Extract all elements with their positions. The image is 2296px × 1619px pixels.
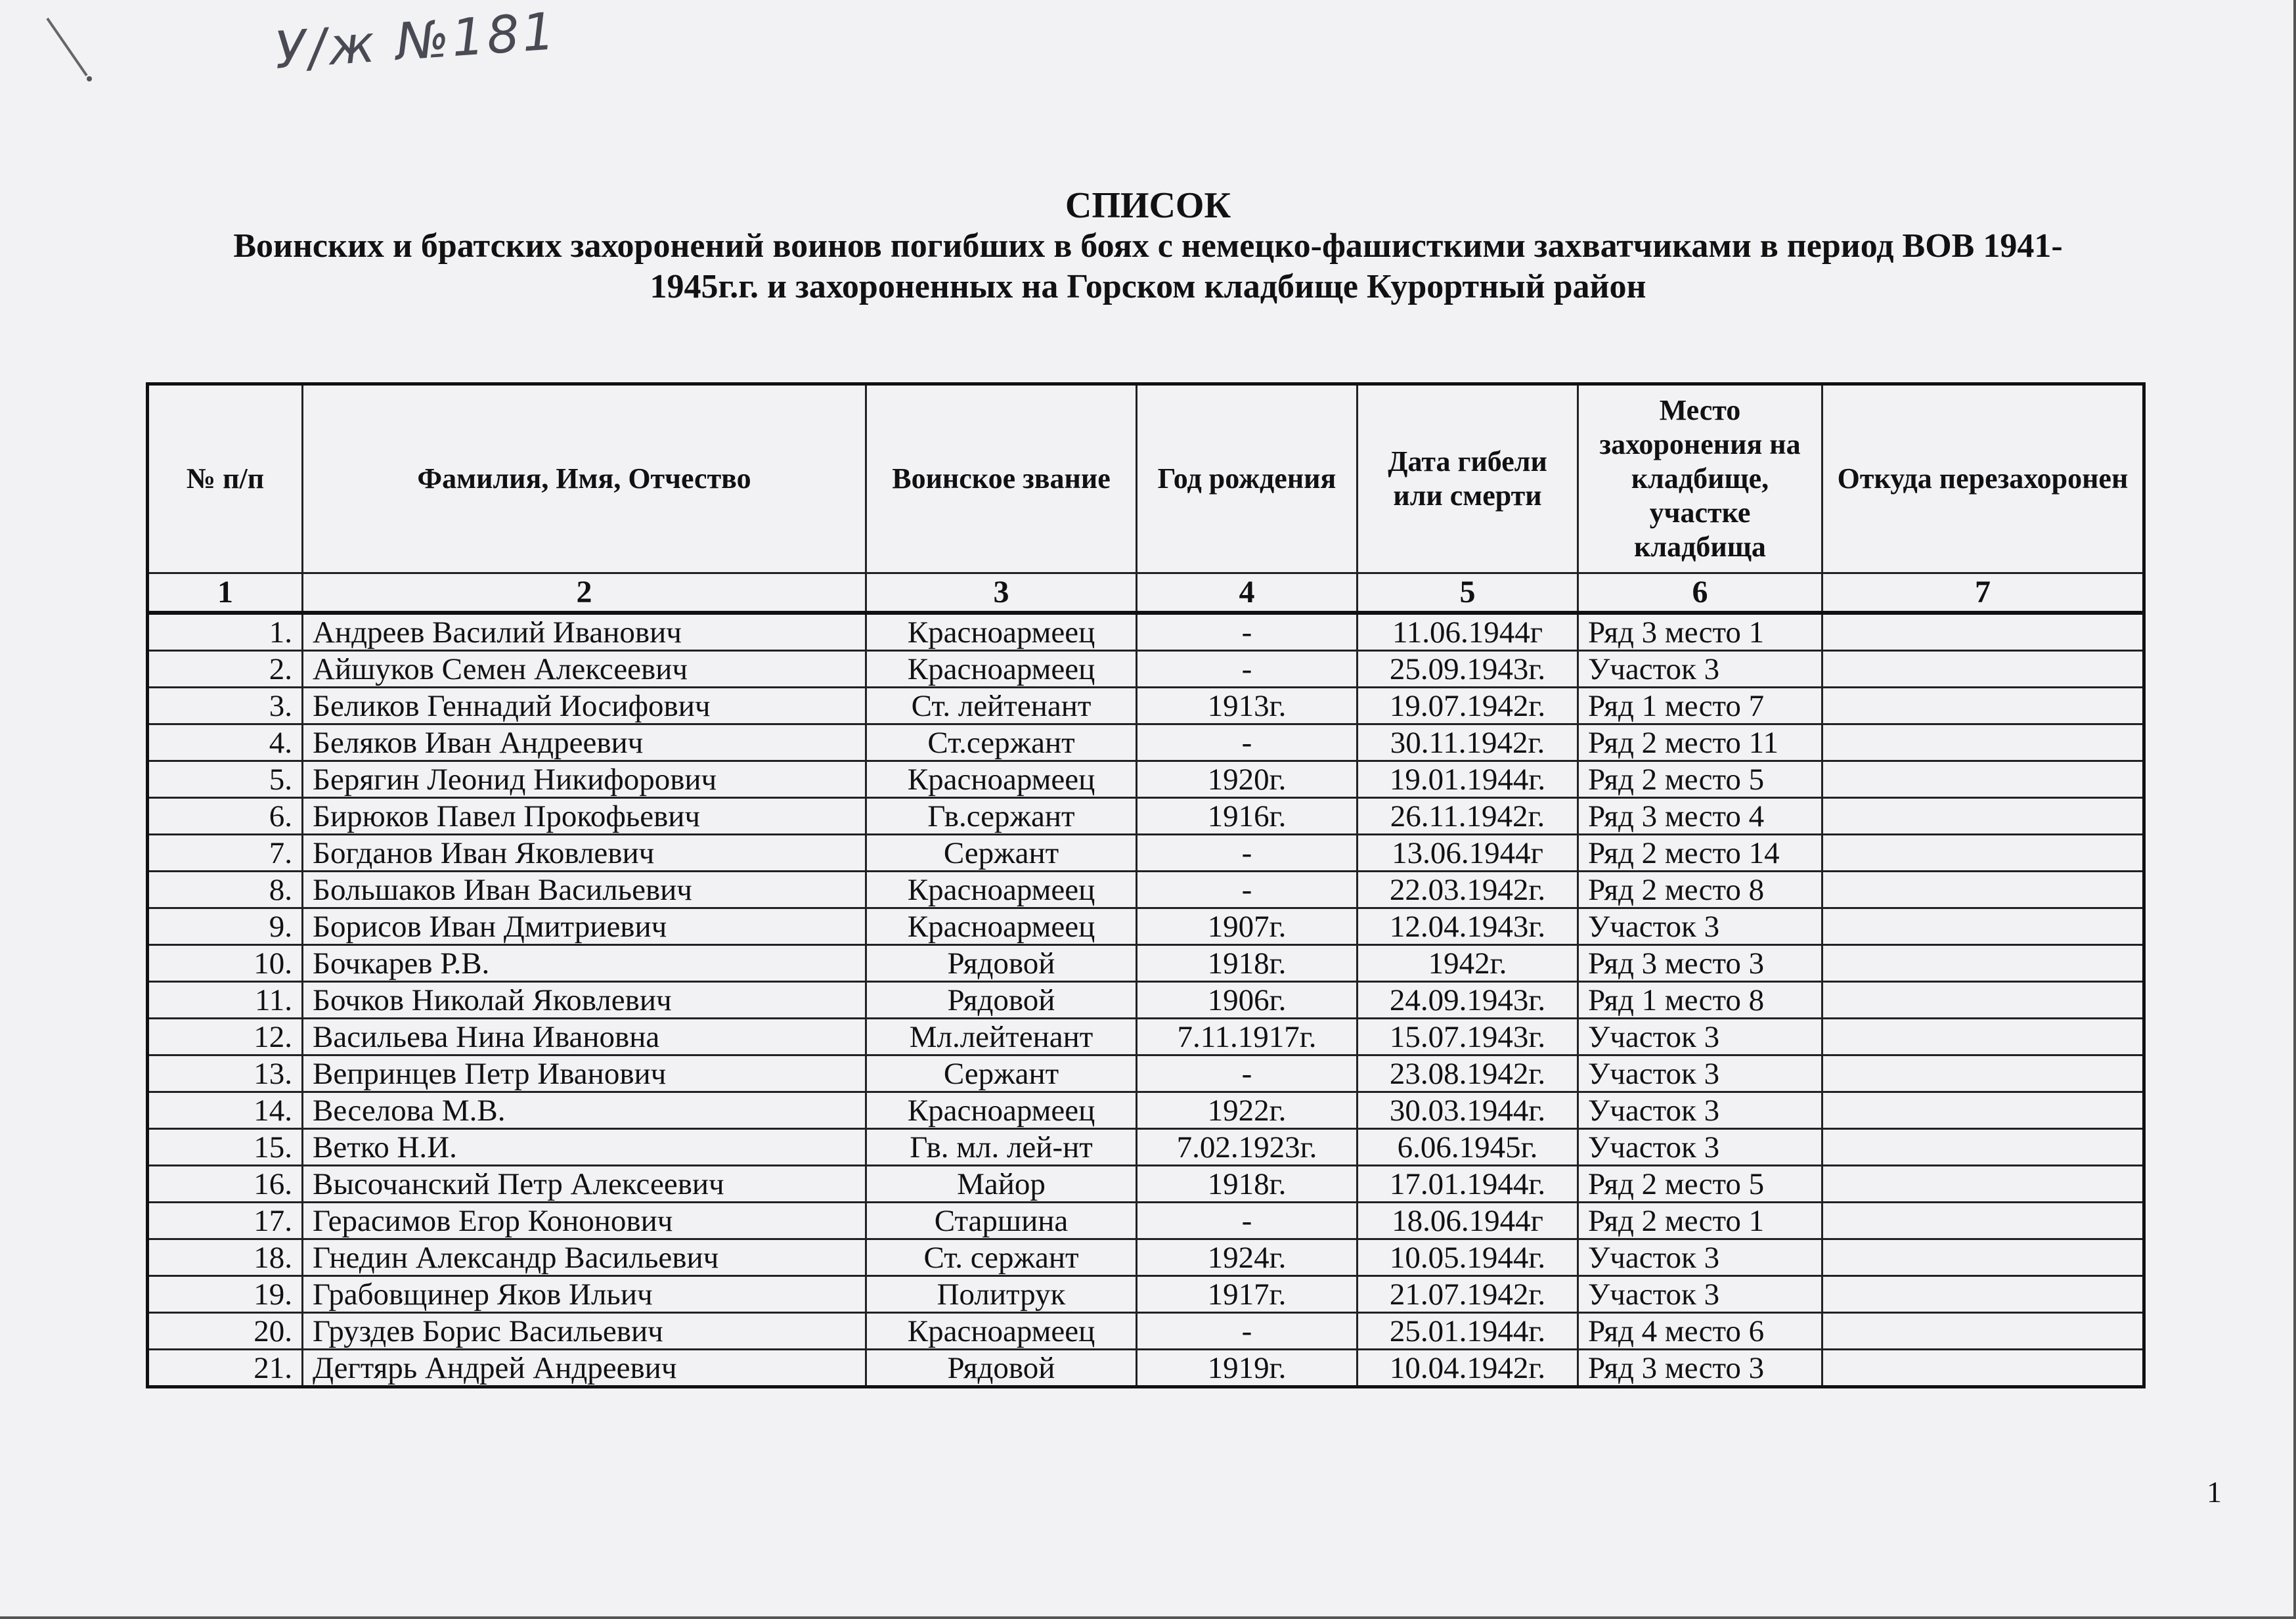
birth-year-cell: -: [1137, 651, 1358, 688]
death-date-cell: 11.06.1944г: [1358, 613, 1578, 651]
death-date-cell: 30.03.1944г.: [1358, 1092, 1578, 1129]
burial-place-cell: Ряд 1 место 7: [1578, 688, 1822, 724]
person-name-cell: Андреев Василий Иванович: [303, 613, 866, 651]
burial-place-cell: Участок 3: [1578, 1239, 1822, 1276]
row-number-cell: 17.: [148, 1203, 303, 1239]
table-row: [148, 1129, 2144, 1166]
burial-place-cell: Участок 3: [1578, 1019, 1822, 1055]
burial-place-cell: Участок 3: [1578, 1129, 1822, 1166]
burial-place-cell: Ряд 1 место 8: [1578, 982, 1822, 1019]
military-rank-cell: Гв. мл. лей-нт: [866, 1129, 1137, 1166]
row-number-cell: 15.: [148, 1129, 303, 1166]
birth-year-cell: -: [1137, 1203, 1358, 1239]
row-number-cell: 2.: [148, 651, 303, 688]
reburied-from-cell: [1822, 1313, 2144, 1350]
row-number-cell: 21.: [148, 1350, 303, 1387]
table-row: [148, 945, 2144, 982]
birth-year-cell: 1924г.: [1137, 1239, 1358, 1276]
table-row: [148, 1313, 2144, 1350]
person-name-cell: Бочкарев Р.В.: [303, 945, 866, 982]
death-date-cell: 24.09.1943г.: [1358, 982, 1578, 1019]
birth-year-cell: -: [1137, 872, 1358, 908]
row-number-cell: 14.: [148, 1092, 303, 1129]
military-rank-cell: Старшина: [866, 1203, 1137, 1239]
row-number-cell: 9.: [148, 908, 303, 945]
burial-place-cell: Ряд 3 место 3: [1578, 945, 1822, 982]
table-row: [148, 1092, 2144, 1129]
table-row: [148, 908, 2144, 945]
military-rank-cell: Ст. лейтенант: [866, 688, 1137, 724]
burial-place-cell: Ряд 2 место 1: [1578, 1203, 1822, 1239]
column-number: 1: [148, 573, 303, 613]
reburied-from-cell: [1822, 945, 2144, 982]
reburied-from-cell: [1822, 1092, 2144, 1129]
header-birth-year: Год рождения: [1137, 384, 1358, 573]
title-line-3: 1945г.г. и захороненных на Горском кладбище Курортный район: [650, 268, 1646, 305]
row-number-cell: 4.: [148, 724, 303, 761]
table-row: [148, 1203, 2144, 1239]
table-row: [148, 1166, 2144, 1203]
table-row: [148, 1350, 2144, 1387]
death-date-cell: 10.05.1944г.: [1358, 1239, 1578, 1276]
row-number-cell: 6.: [148, 798, 303, 835]
header-death-date: Дата гибели или смерти: [1358, 384, 1578, 573]
birth-year-cell: 1916г.: [1137, 798, 1358, 835]
header-burial-place: Место захоронения на кладбище, участке кладбища: [1578, 384, 1822, 573]
military-rank-cell: Красноармеец: [866, 613, 1137, 651]
death-date-cell: 22.03.1942г.: [1358, 872, 1578, 908]
row-number-cell: 16.: [148, 1166, 303, 1203]
burial-place-cell: Участок 3: [1578, 1055, 1822, 1092]
person-name-cell: Борисов Иван Дмитриевич: [303, 908, 866, 945]
death-date-cell: 6.06.1945г.: [1358, 1129, 1578, 1166]
table-row: [148, 613, 2144, 651]
death-date-cell: 30.11.1942г.: [1358, 724, 1578, 761]
death-date-cell: 21.07.1942г.: [1358, 1276, 1578, 1313]
row-number-cell: 8.: [148, 872, 303, 908]
person-name-cell: Богданов Иван Яковлевич: [303, 835, 866, 872]
birth-year-cell: 7.11.1917г.: [1137, 1019, 1358, 1055]
reburied-from-cell: [1822, 908, 2144, 945]
burial-place-cell: Ряд 3 место 1: [1578, 613, 1822, 651]
reburied-from-cell: [1822, 1129, 2144, 1166]
reburied-from-cell: [1822, 872, 2144, 908]
table-row: [148, 1019, 2144, 1055]
document-title: [0, 185, 2296, 307]
death-date-cell: 18.06.1944г: [1358, 1203, 1578, 1239]
person-name-cell: Вепринцев Петр Иванович: [303, 1055, 866, 1092]
table-row: [148, 724, 2144, 761]
military-rank-cell: Ст.сержант: [866, 724, 1137, 761]
burials-table: [146, 382, 2146, 1388]
person-name-cell: Бирюков Павел Прокофьевич: [303, 798, 866, 835]
birth-year-cell: 7.02.1923г.: [1137, 1129, 1358, 1166]
reburied-from-cell: [1822, 1166, 2144, 1203]
person-name-cell: Высочанский Петр Алексеевич: [303, 1166, 866, 1203]
table-row: [148, 835, 2144, 872]
burial-place-cell: Ряд 4 место 6: [1578, 1313, 1822, 1350]
person-name-cell: Большаков Иван Васильевич: [303, 872, 866, 908]
table-row: [148, 1055, 2144, 1092]
person-name-cell: Ветко Н.И.: [303, 1129, 866, 1166]
burial-place-cell: Ряд 2 место 5: [1578, 761, 1822, 798]
table-row: [148, 798, 2144, 835]
death-date-cell: 25.01.1944г.: [1358, 1313, 1578, 1350]
military-rank-cell: Красноармеец: [866, 1092, 1137, 1129]
row-number-cell: 1.: [148, 613, 303, 651]
birth-year-cell: 1906г.: [1137, 982, 1358, 1019]
death-date-cell: 15.07.1943г.: [1358, 1019, 1578, 1055]
table-row: [148, 982, 2144, 1019]
column-number: 7: [1822, 573, 2144, 613]
table-row: [148, 1239, 2144, 1276]
person-name-cell: Герасимов Егор Кононович: [303, 1203, 866, 1239]
reburied-from-cell: [1822, 688, 2144, 724]
military-rank-cell: Рядовой: [866, 945, 1137, 982]
row-number-cell: 12.: [148, 1019, 303, 1055]
person-name-cell: Гнедин Александр Васильевич: [303, 1239, 866, 1276]
military-rank-cell: Гв.сержант: [866, 798, 1137, 835]
birth-year-cell: -: [1137, 1055, 1358, 1092]
title-line-2: Воинских и братских захоронений воинов погибших в боях с немецко-фашисткими захватчиками в период ВОВ 1941-: [233, 227, 2063, 265]
burial-place-cell: Участок 3: [1578, 1092, 1822, 1129]
header-number: № п/п: [148, 384, 303, 573]
table-row: [148, 761, 2144, 798]
row-number-cell: 7.: [148, 835, 303, 872]
burial-place-cell: Ряд 3 место 4: [1578, 798, 1822, 835]
military-rank-cell: Красноармеец: [866, 872, 1137, 908]
header-reburied-from: Откуда перезахоронен: [1822, 384, 2144, 573]
death-date-cell: 25.09.1943г.: [1358, 651, 1578, 688]
birth-year-cell: -: [1137, 1313, 1358, 1350]
table-row: [148, 688, 2144, 724]
death-date-cell: 10.04.1942г.: [1358, 1350, 1578, 1387]
birth-year-cell: -: [1137, 835, 1358, 872]
column-number: 4: [1137, 573, 1358, 613]
column-number: 2: [303, 573, 866, 613]
person-name-cell: Беликов Геннадий Иосифович: [303, 688, 866, 724]
birth-year-cell: -: [1137, 613, 1358, 651]
reburied-from-cell: [1822, 982, 2144, 1019]
military-rank-cell: Красноармеец: [866, 651, 1137, 688]
death-date-cell: 26.11.1942г.: [1358, 798, 1578, 835]
reburied-from-cell: [1822, 798, 2144, 835]
military-rank-cell: Политрук: [866, 1276, 1137, 1313]
reburied-from-cell: [1822, 1276, 2144, 1313]
death-date-cell: 19.07.1942г.: [1358, 688, 1578, 724]
person-name-cell: Айшуков Семен Алексеевич: [303, 651, 866, 688]
header-military-rank: Воинское звание: [866, 384, 1137, 573]
burial-place-cell: Участок 3: [1578, 651, 1822, 688]
death-date-cell: 13.06.1944г: [1358, 835, 1578, 872]
burial-place-cell: Ряд 2 место 11: [1578, 724, 1822, 761]
person-name-cell: Беляков Иван Андреевич: [303, 724, 866, 761]
row-number-cell: 11.: [148, 982, 303, 1019]
burial-place-cell: Участок 3: [1578, 908, 1822, 945]
reburied-from-cell: [1822, 761, 2144, 798]
military-rank-cell: Красноармеец: [866, 908, 1137, 945]
column-number: 6: [1578, 573, 1822, 613]
table-row: [148, 651, 2144, 688]
reburied-from-cell: [1822, 1239, 2144, 1276]
column-number-row: [148, 573, 2144, 613]
birth-year-cell: 1922г.: [1137, 1092, 1358, 1129]
military-rank-cell: Красноармеец: [866, 761, 1137, 798]
reburied-from-cell: [1822, 835, 2144, 872]
birth-year-cell: 1917г.: [1137, 1276, 1358, 1313]
reburied-from-cell: [1822, 1055, 2144, 1092]
pen-stroke-mark: [41, 13, 100, 85]
death-date-cell: 1942г.: [1358, 945, 1578, 982]
row-number-cell: 20.: [148, 1313, 303, 1350]
reburied-from-cell: [1822, 1203, 2144, 1239]
handwritten-note: У/ж №181: [273, 2, 560, 81]
burial-place-cell: Ряд 2 место 5: [1578, 1166, 1822, 1203]
row-number-cell: 19.: [148, 1276, 303, 1313]
burial-place-cell: Ряд 2 место 8: [1578, 872, 1822, 908]
person-name-cell: Васильева Нина Ивановна: [303, 1019, 866, 1055]
reburied-from-cell: [1822, 1350, 2144, 1387]
military-rank-cell: Сержант: [866, 1055, 1137, 1092]
birth-year-cell: -: [1137, 724, 1358, 761]
column-number: 5: [1358, 573, 1578, 613]
reburied-from-cell: [1822, 651, 2144, 688]
birth-year-cell: 1907г.: [1137, 908, 1358, 945]
military-rank-cell: Мл.лейтенант: [866, 1019, 1137, 1055]
military-rank-cell: Красноармеец: [866, 1313, 1137, 1350]
military-rank-cell: Сержант: [866, 835, 1137, 872]
military-rank-cell: Майор: [866, 1166, 1137, 1203]
birth-year-cell: 1918г.: [1137, 945, 1358, 982]
birth-year-cell: 1918г.: [1137, 1166, 1358, 1203]
reburied-from-cell: [1822, 613, 2144, 651]
burial-place-cell: Ряд 3 место 3: [1578, 1350, 1822, 1387]
page-number: 1: [2207, 1475, 2222, 1509]
row-number-cell: 13.: [148, 1055, 303, 1092]
row-number-cell: 5.: [148, 761, 303, 798]
person-name-cell: Бочков Николай Яковлевич: [303, 982, 866, 1019]
person-name-cell: Берягин Леонид Никифорович: [303, 761, 866, 798]
birth-year-cell: 1913г.: [1137, 688, 1358, 724]
column-number: 3: [866, 573, 1137, 613]
row-number-cell: 3.: [148, 688, 303, 724]
military-rank-cell: Рядовой: [866, 982, 1137, 1019]
table-row: [148, 1276, 2144, 1313]
table-body: [148, 613, 2144, 1387]
person-name-cell: Дегтярь Андрей Андреевич: [303, 1350, 866, 1387]
death-date-cell: 17.01.1944г.: [1358, 1166, 1578, 1203]
military-rank-cell: Рядовой: [866, 1350, 1137, 1387]
person-name-cell: Грабовщинер Яков Ильич: [303, 1276, 866, 1313]
birth-year-cell: 1920г.: [1137, 761, 1358, 798]
death-date-cell: 19.01.1944г.: [1358, 761, 1578, 798]
reburied-from-cell: [1822, 1019, 2144, 1055]
person-name-cell: Веселова М.В.: [303, 1092, 866, 1129]
person-name-cell: Груздев Борис Васильевич: [303, 1313, 866, 1350]
reburied-from-cell: [1822, 724, 2144, 761]
burial-place-cell: Участок 3: [1578, 1276, 1822, 1313]
birth-year-cell: 1919г.: [1137, 1350, 1358, 1387]
title-line-1: СПИСОК: [1065, 185, 1231, 226]
death-date-cell: 23.08.1942г.: [1358, 1055, 1578, 1092]
row-number-cell: 18.: [148, 1239, 303, 1276]
header-full-name: Фамилия, Имя, Отчество: [303, 384, 866, 573]
table-row: [148, 872, 2144, 908]
burial-place-cell: Ряд 2 место 14: [1578, 835, 1822, 872]
table-header-row: [148, 384, 2144, 573]
row-number-cell: 10.: [148, 945, 303, 982]
military-rank-cell: Ст. сержант: [866, 1239, 1137, 1276]
death-date-cell: 12.04.1943г.: [1358, 908, 1578, 945]
